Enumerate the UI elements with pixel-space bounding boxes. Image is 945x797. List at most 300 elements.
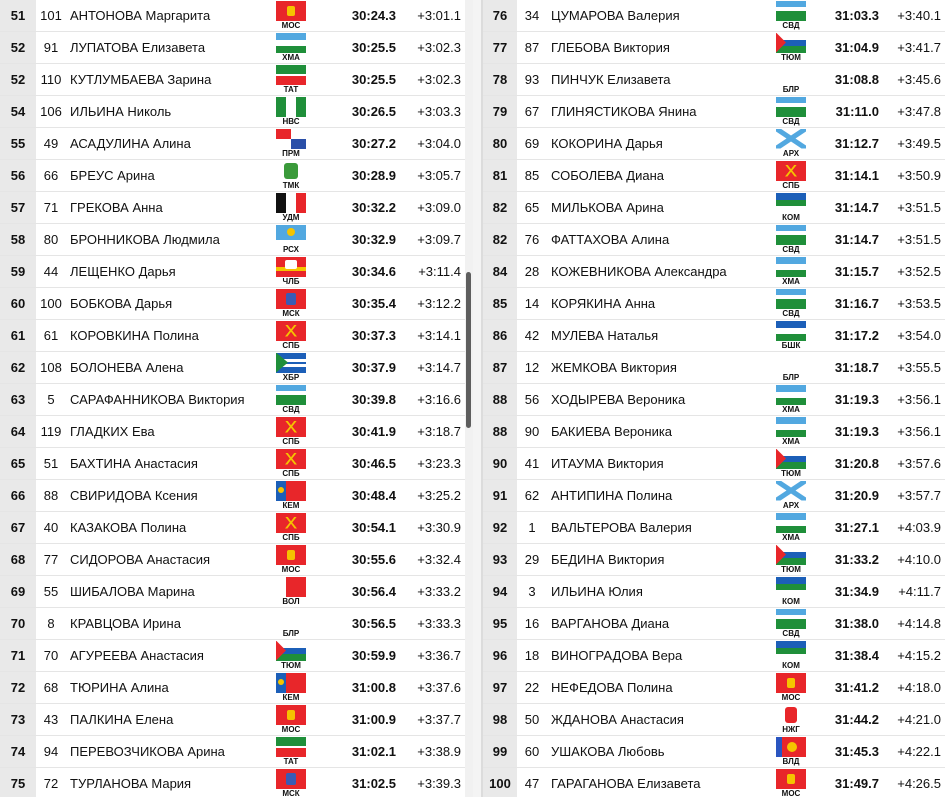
region-cell [266,544,316,576]
region-code: СВД [782,308,800,318]
bib-cell: 44 [36,256,66,288]
time-behind-cell: +3:51.5 [883,224,945,256]
time-behind-cell: +3:04.0 [400,128,465,160]
region-flag-icon [276,353,306,373]
finish-time-cell: 31:33.2 [815,544,883,576]
region-flag-wrap [774,65,808,94]
result-row [483,672,945,704]
scrollbar-thumb[interactable] [466,272,471,428]
place-cell: 86 [483,320,517,352]
time-behind-cell: +3:02.3 [400,32,465,64]
region-flag-icon [276,321,306,341]
result-row [0,64,465,96]
bib-cell: 40 [36,512,66,544]
bib-cell: 42 [517,320,547,352]
region-cell [266,416,316,448]
result-row [483,32,945,64]
results-table-left-panel [0,0,465,797]
place-cell: 73 [0,704,36,736]
region-cell [266,256,316,288]
athlete-name-cell: ИЛЬИНА Николь [66,96,266,128]
finish-time-cell: 30:56.4 [316,576,400,608]
finish-time-cell: 30:56.5 [316,608,400,640]
result-row [0,768,465,797]
time-behind-cell: +4:22.1 [883,736,945,768]
athlete-name-cell: БАКИЕВА Вероника [547,416,767,448]
region-cell [767,352,815,384]
bib-cell: 66 [36,160,66,192]
finish-time-cell: 31:02.5 [316,768,400,797]
finish-time-cell: 30:32.2 [316,192,400,224]
finish-time-cell: 31:38.0 [815,608,883,640]
region-cell [266,608,316,640]
region-code: БЛР [782,372,800,382]
region-cell [266,352,316,384]
region-cell [767,480,815,512]
time-behind-cell: +3:56.1 [883,384,945,416]
bib-cell: 51 [36,448,66,480]
bib-cell: 55 [36,576,66,608]
finish-time-cell: 31:17.2 [815,320,883,352]
finish-time-cell: 31:41.2 [815,672,883,704]
region-flag-wrap [774,449,808,478]
place-cell: 85 [483,288,517,320]
region-flag-wrap [274,129,308,158]
athlete-name-cell: АГУРЕЕВА Анастасия [66,640,266,672]
region-cell [767,32,815,64]
region-code: КОМ [782,660,800,670]
place-cell: 97 [483,672,517,704]
region-code: УДМ [282,212,300,222]
region-cell [266,320,316,352]
athlete-name-cell: КРАВЦОВА Ирина [66,608,266,640]
region-flag-icon [276,577,306,597]
bib-cell: 12 [517,352,547,384]
region-flag-wrap [774,289,808,318]
region-flag-wrap [774,129,808,158]
time-behind-cell: +3:50.9 [883,160,945,192]
place-cell: 70 [0,608,36,640]
bib-cell: 28 [517,256,547,288]
time-behind-cell: +3:56.1 [883,416,945,448]
region-flag-wrap [774,353,808,382]
result-row [0,192,465,224]
region-code: ПРМ [282,148,300,158]
region-flag-icon [776,737,806,757]
region-code: ТЮМ [781,468,801,478]
athlete-name-cell: СВИРИДОВА Ксения [66,480,266,512]
region-code: МОС [281,724,301,734]
region-flag-wrap [774,225,808,254]
region-flag-icon [276,1,306,21]
result-row [483,608,945,640]
region-flag-wrap [274,385,308,414]
time-behind-cell: +3:57.7 [883,480,945,512]
finish-time-cell: 30:37.3 [316,320,400,352]
region-code: ХМА [782,404,800,414]
bib-cell: 3 [517,576,547,608]
region-flag-icon [776,417,806,437]
region-flag-icon [776,673,806,693]
place-cell: 56 [0,160,36,192]
region-cell [767,448,815,480]
athlete-name-cell: ФАТТАХОВА Алина [547,224,767,256]
region-flag-icon [776,641,806,661]
time-behind-cell: +4:21.0 [883,704,945,736]
finish-time-cell: 31:00.8 [316,672,400,704]
region-cell [767,384,815,416]
result-row [0,672,465,704]
region-code: ТЮМ [281,660,301,670]
bib-cell: 5 [36,384,66,416]
region-flag-wrap [274,609,308,638]
time-behind-cell: +3:49.5 [883,128,945,160]
region-flag-wrap [274,321,308,350]
place-cell: 63 [0,384,36,416]
finish-time-cell: 31:18.7 [815,352,883,384]
region-code: НЖГ [782,724,800,734]
region-cell [266,704,316,736]
region-code: МОС [781,788,801,797]
athlete-name-cell: КОКОРИНА Дарья [547,128,767,160]
region-flag-icon [776,193,806,213]
region-code: КОМ [782,212,800,222]
time-behind-cell: +4:10.0 [883,544,945,576]
region-flag-wrap [774,321,808,350]
finish-time-cell: 31:19.3 [815,416,883,448]
athlete-name-cell: ПИНЧУК Елизавета [547,64,767,96]
time-behind-cell: +3:12.2 [400,288,465,320]
region-flag-wrap [774,481,808,510]
region-code: ХБР [282,372,300,382]
finish-time-cell: 31:14.7 [815,224,883,256]
finish-time-cell: 30:37.9 [316,352,400,384]
finish-time-cell: 31:20.9 [815,480,883,512]
region-cell [767,288,815,320]
bib-cell: 67 [517,96,547,128]
region-code: СПБ [782,180,800,190]
place-cell: 71 [0,640,36,672]
region-cell [266,384,316,416]
result-row [0,224,465,256]
bib-cell: 50 [517,704,547,736]
athlete-name-cell: ТУРЛАНОВА Мария [66,768,266,797]
athlete-name-cell: ИЛЬИНА Юлия [547,576,767,608]
result-row [0,736,465,768]
bib-cell: 90 [517,416,547,448]
region-flag-wrap [274,769,308,797]
result-row [0,544,465,576]
region-code: РСХ [283,244,299,254]
region-flag-icon [276,769,306,789]
region-cell [266,128,316,160]
place-cell: 58 [0,224,36,256]
region-cell [266,640,316,672]
result-row [483,576,945,608]
place-cell: 82 [483,224,517,256]
athlete-name-cell: БОБКОВА Дарья [66,288,266,320]
finish-time-cell: 30:25.5 [316,32,400,64]
bib-cell: 69 [517,128,547,160]
time-behind-cell: +4:15.2 [883,640,945,672]
result-row [483,480,945,512]
bib-cell: 8 [36,608,66,640]
bib-cell: 43 [36,704,66,736]
region-cell [767,416,815,448]
region-code: СВД [782,244,800,254]
time-behind-cell: +3:45.6 [883,64,945,96]
place-cell: 55 [0,128,36,160]
bib-cell: 1 [517,512,547,544]
athlete-name-cell: ГЛАДКИХ Ева [66,416,266,448]
region-cell [767,544,815,576]
results-table-right [483,0,945,797]
region-cell [266,448,316,480]
time-behind-cell: +3:25.2 [400,480,465,512]
place-cell: 59 [0,256,36,288]
finish-time-cell: 30:59.9 [316,640,400,672]
region-flag-wrap [774,577,808,606]
region-code: ХМА [282,52,300,62]
place-cell: 79 [483,96,517,128]
finish-time-cell: 30:35.4 [316,288,400,320]
region-flag-icon [776,289,806,309]
bib-cell: 101 [36,0,66,32]
athlete-name-cell: ГЛИНЯСТИКОВА Янина [547,96,767,128]
finish-time-cell: 30:34.6 [316,256,400,288]
result-row [0,288,465,320]
region-cell [767,736,815,768]
finish-time-cell: 30:54.1 [316,512,400,544]
region-cell [767,704,815,736]
region-code: НВС [282,116,300,126]
time-behind-cell: +3:33.2 [400,576,465,608]
place-cell: 81 [483,160,517,192]
athlete-name-cell: ЦУМАРОВА Валерия [547,0,767,32]
place-cell: 52 [0,32,36,64]
finish-time-cell: 31:45.3 [815,736,883,768]
athlete-name-cell: СИДОРОВА Анастасия [66,544,266,576]
region-flag-wrap [274,65,308,94]
place-cell: 62 [0,352,36,384]
region-code: КОМ [782,596,800,606]
region-code: ТАТ [283,756,299,766]
finish-time-cell: 31:03.3 [815,0,883,32]
athlete-name-cell: ГЛЕБОВА Виктория [547,32,767,64]
place-cell: 51 [0,0,36,32]
bib-cell: 22 [517,672,547,704]
region-flag-icon [776,609,806,629]
finish-time-cell: 30:26.5 [316,96,400,128]
athlete-name-cell: ХОДЫРЕВА Вероника [547,384,767,416]
time-behind-cell: +3:14.7 [400,352,465,384]
region-cell [266,0,316,32]
result-row [483,704,945,736]
bib-cell: 94 [36,736,66,768]
region-flag-icon [276,737,306,757]
region-flag-icon [276,449,306,469]
time-behind-cell: +3:38.9 [400,736,465,768]
region-flag-wrap [774,609,808,638]
result-row [0,96,465,128]
time-behind-cell: +4:26.5 [883,768,945,797]
region-cell [767,608,815,640]
region-flag-wrap [774,769,808,797]
athlete-name-cell: ВАЛЬТЕРОВА Валерия [547,512,767,544]
time-behind-cell: +4:18.0 [883,672,945,704]
region-code: ВЛД [782,756,800,766]
region-flag-wrap [774,641,808,670]
region-code: СПБ [282,340,300,350]
place-cell: 96 [483,640,517,672]
finish-time-cell: 31:38.4 [815,640,883,672]
place-cell: 74 [0,736,36,768]
region-code: КЕМ [282,500,300,510]
result-row [0,256,465,288]
region-cell [767,0,815,32]
athlete-name-cell: КУТЛУМБАЕВА Зарина [66,64,266,96]
place-cell: 52 [0,64,36,96]
region-code: ТМК [282,180,300,190]
bib-cell: 14 [517,288,547,320]
region-flag-icon [776,33,806,53]
place-cell: 75 [0,768,36,797]
bib-cell: 47 [517,768,547,797]
result-row [0,448,465,480]
region-flag-wrap [774,33,808,62]
finish-time-cell: 31:16.7 [815,288,883,320]
bib-cell: 76 [517,224,547,256]
region-flag-icon [276,161,306,181]
result-row [483,384,945,416]
result-row [0,704,465,736]
result-row [483,256,945,288]
result-row [483,512,945,544]
place-cell: 66 [0,480,36,512]
place-cell: 95 [483,608,517,640]
bib-cell: 41 [517,448,547,480]
region-flag-wrap [274,673,308,702]
region-flag-icon [776,449,806,469]
region-flag-wrap [274,97,308,126]
athlete-name-cell: ВАРГАНОВА Диана [547,608,767,640]
region-code: СПБ [282,436,300,446]
finish-time-cell: 31:27.1 [815,512,883,544]
region-flag-icon [776,769,806,789]
region-flag-wrap [274,225,308,254]
finish-time-cell: 31:44.2 [815,704,883,736]
finish-time-cell: 31:12.7 [815,128,883,160]
region-flag-icon [776,353,806,373]
place-cell: 64 [0,416,36,448]
region-code: МСК [282,308,300,318]
bib-cell: 88 [36,480,66,512]
result-row [483,448,945,480]
time-behind-cell: +3:14.1 [400,320,465,352]
region-flag-wrap [774,97,808,126]
region-cell [266,512,316,544]
finish-time-cell: 31:14.7 [815,192,883,224]
result-row [0,640,465,672]
bib-cell: 85 [517,160,547,192]
region-code: СПБ [282,468,300,478]
region-flag-wrap [774,385,808,414]
region-flag-icon [776,225,806,245]
athlete-name-cell: АСАДУЛИНА Алина [66,128,266,160]
region-cell [767,256,815,288]
place-cell: 60 [0,288,36,320]
time-behind-cell: +3:40.1 [883,0,945,32]
place-cell: 98 [483,704,517,736]
region-flag-icon [776,257,806,277]
athlete-name-cell: ЖЕМКОВА Виктория [547,352,767,384]
region-flag-wrap [774,417,808,446]
time-behind-cell: +3:01.1 [400,0,465,32]
region-cell [767,96,815,128]
time-behind-cell: +3:53.5 [883,288,945,320]
region-flag-wrap [274,1,308,30]
result-row [483,192,945,224]
finish-time-cell: 31:08.8 [815,64,883,96]
region-cell [266,736,316,768]
region-flag-icon [276,641,306,661]
region-flag-wrap [274,737,308,766]
region-code: ВОЛ [282,596,300,606]
region-flag-icon [276,417,306,437]
result-row [0,352,465,384]
finish-time-cell: 31:14.1 [815,160,883,192]
region-flag-icon [776,97,806,117]
athlete-name-cell: ГРЕКОВА Анна [66,192,266,224]
result-row [483,352,945,384]
bib-cell: 119 [36,416,66,448]
region-flag-icon [276,65,306,85]
time-behind-cell: +3:37.7 [400,704,465,736]
finish-time-cell: 30:28.9 [316,160,400,192]
time-behind-cell: +3:03.3 [400,96,465,128]
bib-cell: 100 [36,288,66,320]
bib-cell: 16 [517,608,547,640]
place-cell: 68 [0,544,36,576]
region-flag-wrap [274,33,308,62]
athlete-name-cell: КОРОВКИНА Полина [66,320,266,352]
place-cell: 87 [483,352,517,384]
finish-time-cell: 31:15.7 [815,256,883,288]
region-code: АРХ [782,500,800,510]
region-cell [767,576,815,608]
finish-time-cell: 31:34.9 [815,576,883,608]
region-flag-wrap [274,513,308,542]
result-row [483,96,945,128]
athlete-name-cell: ЖДАНОВА Анастасия [547,704,767,736]
place-cell: 76 [483,0,517,32]
place-cell: 72 [0,672,36,704]
bib-cell: 72 [36,768,66,797]
region-flag-icon [276,193,306,213]
result-row [0,480,465,512]
athlete-name-cell: СОБОЛЕВА Диана [547,160,767,192]
result-row [483,224,945,256]
athlete-name-cell: ЛУПАТОВА Елизавета [66,32,266,64]
bib-cell: 34 [517,0,547,32]
region-flag-icon [276,513,306,533]
time-behind-cell: +3:36.7 [400,640,465,672]
time-behind-cell: +3:52.5 [883,256,945,288]
region-code: ТАТ [283,84,299,94]
bib-cell: 70 [36,640,66,672]
place-cell: 92 [483,512,517,544]
result-row [483,64,945,96]
